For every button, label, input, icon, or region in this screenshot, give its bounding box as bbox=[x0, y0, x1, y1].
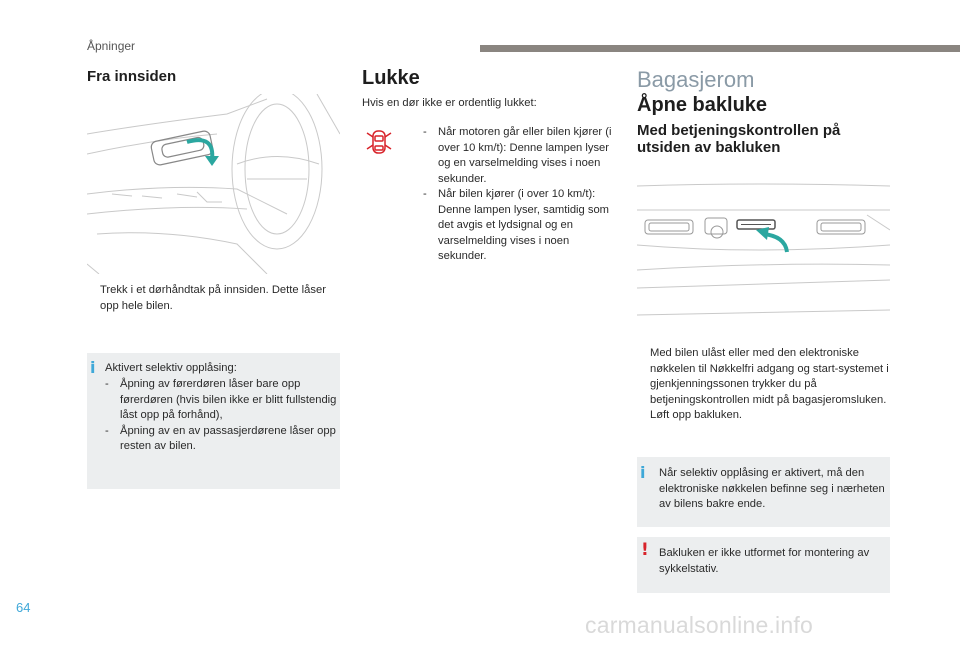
page-number: 64 bbox=[16, 600, 31, 615]
section-label: Åpninger bbox=[87, 39, 136, 53]
left-info-list bbox=[105, 377, 337, 455]
right-bullet: Løft opp bakluken. bbox=[650, 409, 743, 421]
right-bullet: Med bilen ulåst eller med den elektroniske nøkkelen til Nøkkelfri adgang og start-systemet i gjenkjenningssonen trykker du på betjeningskontrollen midt på bagasjeromsluken. bbox=[650, 347, 889, 406]
right-warning-text: Bakluken er ikke utformet for montering av sykkelstativ. bbox=[659, 547, 870, 575]
header-bar bbox=[480, 45, 960, 52]
door-handle-illustration bbox=[87, 94, 340, 274]
right-info-box bbox=[637, 457, 890, 527]
warning-icon: ! bbox=[641, 540, 649, 560]
list-item: - Åpning av førerdøren låser bare opp førerdøren (hvis bilen ikke er blitt fullstendig låst opp på forhånd), bbox=[105, 378, 337, 421]
chapter-title: Bagasjerom bbox=[637, 67, 755, 92]
left-bullet bbox=[87, 283, 340, 314]
list-item: - Når motoren går eller bilen kjører (i over 10 km/t): Denne lampen lyser og en varselmelding vises i noen sekunder. bbox=[423, 126, 612, 185]
right-subtitle: Med betjeningskontrollen på utsiden av bakluken bbox=[637, 122, 841, 156]
left-info-intro: Aktivert selektiv opplåsing: bbox=[105, 362, 237, 374]
right-bullets bbox=[637, 346, 890, 424]
left-info-box bbox=[87, 353, 340, 489]
door-handle-drawing bbox=[87, 94, 340, 274]
door-open-warning-icon bbox=[366, 127, 392, 159]
right-info-text: Når selektiv opplåsing er aktivert, må den elektroniske nøkkelen befinne seg i nærheten av bilens bakre ende. bbox=[659, 467, 885, 510]
info-icon: i bbox=[90, 358, 96, 377]
info-icon: i bbox=[640, 463, 646, 482]
tailgate-illustration bbox=[637, 170, 890, 330]
middle-intro: Hvis en dør ikke er ordentlig lukket: bbox=[362, 97, 537, 109]
watermark: carmanualsonline.info bbox=[585, 612, 813, 638]
list-item: - Åpning av en av passasjerdørene låser opp resten av bilen. bbox=[105, 424, 336, 452]
list-item: - Når bilen kjører (i over 10 km/t): Denne lampen lyser, samtidig som det avgis et lydsignal og en varselmelding vises i noen sekunder. bbox=[423, 188, 609, 262]
tailgate-drawing bbox=[637, 170, 890, 330]
middle-list bbox=[423, 125, 615, 265]
right-warning-box bbox=[637, 537, 890, 593]
middle-title: Lukke bbox=[362, 67, 420, 89]
right-title: Åpne bakluke bbox=[637, 94, 768, 116]
left-title: Fra innsiden bbox=[87, 68, 177, 85]
left-bullet-text: Trekk i et dørhåndtak på innsiden. Dette låser opp hele bilen. bbox=[100, 284, 326, 312]
